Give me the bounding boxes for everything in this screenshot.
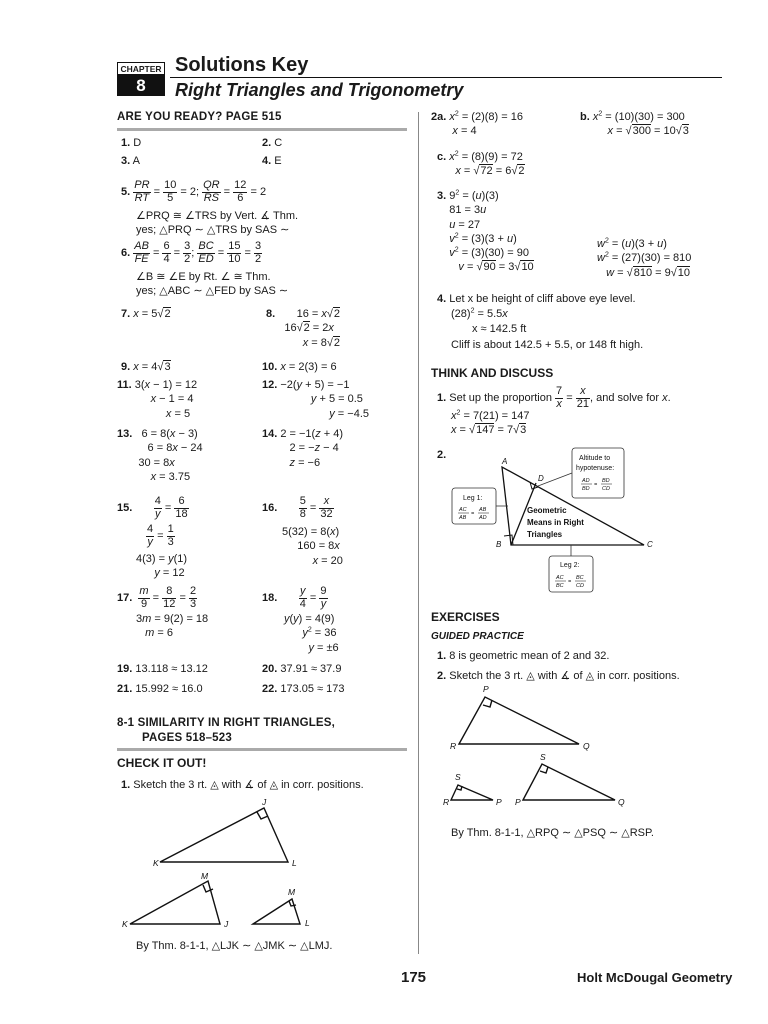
column-divider xyxy=(418,112,419,954)
answer-4: 4. Let x be height of cliff above eye level. xyxy=(437,293,636,305)
think-discuss-1: 1. Set up the proportion $\frac{7}{x}$ = $\frac{x}{21}$ , and solve for x. xyxy=(437,385,671,410)
answer-6-line2: ∠B ≅ ∠E by Rt. ∠ ≅ Thm. xyxy=(136,271,271,283)
answer-3: 3. A xyxy=(121,155,140,167)
answer-20: 20. 37.91 ≈ 37.9 xyxy=(262,663,342,675)
think-and-discuss-heading: THINK AND DISCUSS xyxy=(431,366,554,380)
leg2-ac: AC xyxy=(556,575,564,581)
answer-5-line2: ∠PRQ ≅ ∠TRS by Vert. ∡ Thm. xyxy=(136,210,299,222)
answer-6: 6. $\frac{AB}{FE}$ = $\frac{6}{4}$ = $\frac{3}{2}$ ; $\frac{BC}{ED}$ = $\frac{15}{10}$ = $\frac{3}{2}$ xyxy=(121,240,262,265)
think-discuss-2: 2. xyxy=(437,449,447,461)
answer-3: 3. $9^2 = (u)(3)$ 81 = 3u u = 27 $v^2 = (3)(3 + u)$ $v^2 = (3)(30) = 90$ v = √90 = 3√10 xyxy=(437,189,534,274)
leg2-callout xyxy=(549,545,593,592)
vertex-label-c: C xyxy=(647,540,653,549)
think-discuss-1-lines: $x^2 = 7(21) = 147$ x = √147 = 7√3 xyxy=(451,409,530,437)
leg1-ab-2: AB xyxy=(479,507,487,513)
answer-2: 2. C xyxy=(262,137,283,149)
vertex-label-p: P xyxy=(515,797,521,807)
answer-4-conclusion: Cliff is about 142.5 + 5.5, or 148 ft high. xyxy=(451,339,644,351)
leg2-equals: = xyxy=(568,579,572,585)
answer-16-lines: 5(32) = 8(x) 160 = 8x x = 20 xyxy=(282,526,343,567)
altitude-cd: CD xyxy=(602,486,610,492)
answer-15-line3: 4(3) = y(1) y = 12 xyxy=(136,553,188,580)
vertex-label-p: P xyxy=(496,797,502,807)
answer-4-equation: $(28)^2 = 5.5x$ xyxy=(451,307,508,320)
vertex-label-b: B xyxy=(496,540,502,549)
vertex-label-j: J xyxy=(262,797,267,807)
vertex-label-d: D xyxy=(538,474,544,483)
section-8-1-heading-line2: PAGES 518–523 xyxy=(142,732,232,744)
vertex-label-a: A xyxy=(502,457,508,466)
are-you-ready-heading: ARE YOU READY? PAGE 515 xyxy=(117,111,282,123)
answer-1: 1. D xyxy=(121,137,142,149)
vertex-label-l: L xyxy=(305,918,310,928)
diagram-center-line3: Triangles xyxy=(527,530,563,539)
answer-17-lines: 3m = 9(2) = 18 m = 6 xyxy=(136,613,209,640)
vertex-label-m: M xyxy=(288,887,296,897)
exercise-2-conclusion: By Thm. 8-1-1, △RPQ ∼ △PSQ ∼ △RSP. xyxy=(451,827,654,839)
answer-17: 17. $\frac{m}{9}$ = $\frac{8}{12}$ = $\frac{2}{3}$ xyxy=(117,585,197,610)
check-it-out-item-1: 1. Sketch the 3 rt. ◬ with ∡ of ◬ in corr. positions. xyxy=(121,779,364,791)
altitude-bd: BD xyxy=(582,486,590,492)
altitude-title-line1: Altitude to xyxy=(579,455,611,462)
answer-21: 21. 15.992 ≈ 16.0 xyxy=(117,683,203,695)
chapter-label: CHAPTER xyxy=(117,62,165,75)
altitude-callout xyxy=(538,448,624,498)
answer-9: 9. x = 4√3 xyxy=(121,361,171,373)
answer-19: 19. 13.118 ≈ 13.12 xyxy=(117,663,208,675)
header-rule xyxy=(170,77,722,78)
publisher-footer: Holt McDougal Geometry xyxy=(577,970,733,985)
leg2-bc-2: BC xyxy=(576,575,584,581)
answer-15-line2: $\frac{4}{y}$ = $\frac{1}{3}$ xyxy=(147,523,174,548)
leg1-ab: AB xyxy=(459,515,467,521)
answer-6-line3: yes; △ABC ∼ △FED by SAS ∼ xyxy=(136,285,289,297)
answer-8: 8. 16 = x√2 16√2 = 2x x = 8√2 xyxy=(266,308,341,349)
altitude-ad: AD xyxy=(582,478,590,484)
section-8-1-heading-line1: 8-1 SIMILARITY IN RIGHT TRIANGLES, xyxy=(117,717,336,729)
chapter-number: 8 xyxy=(117,75,165,96)
altitude-equals: = xyxy=(594,482,598,488)
vertex-label-m: M xyxy=(201,871,209,881)
section-rule xyxy=(117,748,407,751)
vertex-label-s: S xyxy=(455,772,461,782)
answer-11: 11. 3(x − 1) = 12 x − 1 = 4 x = 5 xyxy=(117,379,198,420)
leg2-title: Leg 2: xyxy=(560,562,580,569)
section-rule xyxy=(117,128,407,131)
vertex-label-r: R xyxy=(450,741,457,751)
vertex-label-p: P xyxy=(483,684,489,694)
similar-triangles-rpq-figure xyxy=(445,682,635,810)
vertex-label-k: K xyxy=(153,858,159,868)
answer-4-result: x ≈ 142.5 ft xyxy=(472,323,527,335)
vertex-label-r: R xyxy=(443,797,450,807)
answer-2a: 2a. $x^2 = (2)(8) = 16$ x = 4 xyxy=(431,110,523,138)
page-subtitle: Right Triangles and Trigonometry xyxy=(175,80,464,100)
leg1-ad: AD xyxy=(479,515,487,521)
vertex-label-l: L xyxy=(292,858,297,868)
altitude-bd-2: BD xyxy=(602,478,610,484)
answer-13: 13. 6 = 8(x − 3) 6 = 8x − 24 30 = 8x x = 3.75 xyxy=(117,428,203,483)
exercise-2: 2. Sketch the 3 rt. ◬ with ∡ of ◬ in corr. positions. xyxy=(437,670,680,682)
check-it-out-heading: CHECK IT OUT! xyxy=(117,756,207,770)
answer-4: 4. E xyxy=(262,155,282,167)
exercise-1: 1. 8 is geometric mean of 2 and 32. xyxy=(437,650,610,662)
answer-10: 10. x = 2(3) = 6 xyxy=(262,361,337,373)
vertex-label-q: Q xyxy=(583,741,590,751)
answer-2b: b. $x^2 = (10)(30) = 300$ x = √300 = 10√3 xyxy=(580,110,689,138)
diagram-center-line1: Geometric xyxy=(527,506,567,515)
geometric-means-diagram xyxy=(448,448,658,594)
vertex-label-q: Q xyxy=(618,797,625,807)
answer-16: 16. $\frac{5}{8}$ = $\frac{x}{32}$ xyxy=(262,495,333,520)
guided-practice-heading: GUIDED PRACTICE xyxy=(431,631,524,642)
diagram-center-line2: Means in Right xyxy=(527,518,584,527)
answer-18: 18. $\frac{y}{4}$ = $\frac{9}{y}$ xyxy=(262,585,327,610)
page-title: Solutions Key xyxy=(175,54,309,76)
vertex-label-j: J xyxy=(224,919,229,929)
exercises-heading: EXERCISES xyxy=(431,610,500,624)
vertex-label-s: S xyxy=(540,752,546,762)
page-number: 175 xyxy=(401,969,427,986)
answer-3-w: $w^2 = (u)(3 + u)$ $w^2 = (27)(30) = 810$ w = √810 = 9√10 xyxy=(597,237,692,279)
answer-12: 12. −2(y + 5) = −1 y + 5 = 0.5 y = −4.5 xyxy=(262,379,370,420)
answer-5-line3: yes; △PRQ ∼ △TRS by SAS ∼ xyxy=(136,224,290,236)
check-it-out-conclusion: By Thm. 8-1-1, △LJK ∼ △JMK ∼ △LMJ. xyxy=(136,940,333,952)
answer-7: 7. x = 5√2 xyxy=(121,308,171,320)
answer-22: 22. 173.05 ≈ 173 xyxy=(262,683,345,695)
leg2-bc: BC xyxy=(556,583,564,589)
answer-18-lines: y(y) = 4(9) $y^2 = 36$ y = ±6 xyxy=(284,613,339,654)
chapter-badge xyxy=(117,62,165,96)
vertex-label-k: K xyxy=(122,919,128,929)
leg1-equals: = xyxy=(471,511,475,517)
leg1-callout xyxy=(452,488,508,524)
leg2-cd: CD xyxy=(576,583,584,589)
answer-2c: c. $x^2 = (8)(9) = 72$ x = √72 = 6√2 xyxy=(437,150,525,178)
similar-triangles-ljk-figure xyxy=(110,795,325,935)
leg1-ac: AC xyxy=(459,507,467,513)
answer-15: 15. $\frac{4}{y}$ = $\frac{6}{18}$ xyxy=(117,495,188,520)
leg1-title: Leg 1: xyxy=(463,495,483,502)
altitude-title-line2: hypotenuse: xyxy=(576,465,615,472)
answer-14: 14. 2 = −1(z + 4) 2 = −z − 4 z = −6 xyxy=(262,428,344,469)
answer-5: 5. $\frac{PR}{RT}$ = $\frac{10}{5}$ = 2; $\frac{QR}{RS}$ = $\frac{12}{6}$ = 2 xyxy=(121,179,267,204)
